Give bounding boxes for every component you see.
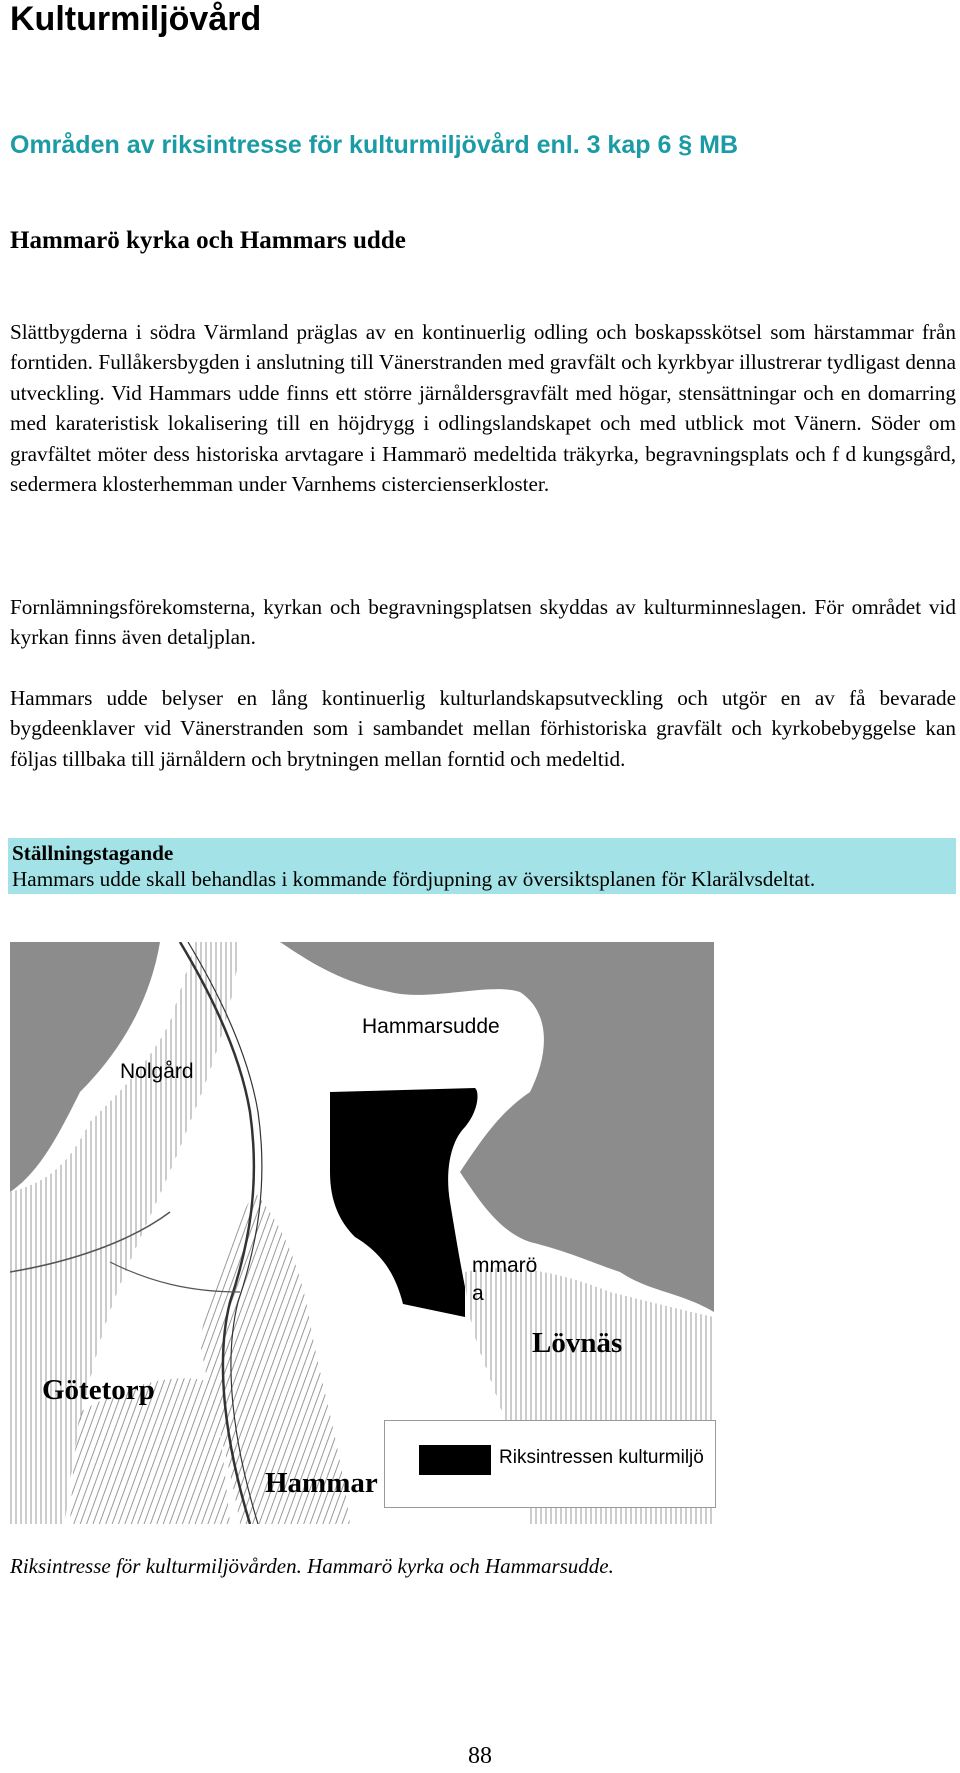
area-heading: Hammarö kyrka och Hammars udde — [10, 227, 406, 254]
legend-swatch — [419, 1445, 491, 1475]
map-label-hammaro-kyrka-part1: mmarö — [472, 1254, 538, 1277]
paragraph-value: Hammars udde belyser en lång kontinuerlig kulturlandskapsutveckling och utgör en av få bevarade bygdeenklaver vid Vänerstranden som i sambandet mellan förhistoriska gravfält och kyrkobebyggelse kan följas tillbaka till järnåldern och brytningen mellan forntid och medeltid. — [10, 686, 956, 771]
map-label-lovnas: Lövnäs — [532, 1327, 623, 1359]
map-label-gotetorp: Götetorp — [42, 1374, 155, 1406]
map-label-hammar: Hammar — [265, 1467, 378, 1499]
map-label-nolgard: Nolgård — [120, 1060, 194, 1083]
paragraph-description: Slättbygderna i södra Värmland präglas av en kontinuerlig odling och boskapsskötsel som härstammar från forntiden. Fullåkersbygden i anslutning till Vänerstranden med gravfält och kyrkbyar illustrerar tydligast denna utveckling. Vid Hammars udde finns ett större järnåldersgravfält med högar, stensättningar och en domarring med karateristisk lokalisering till en höjdrygg i odlingslandskapet och med utblick mot Vänern. Söder om gravfältet möter dess historiska arvtagare i Hammarö medeltida träkyrka, begravningsplats och f d kungsgård, sedermera klosterhemman under Varnhems cistercienserkloster. — [10, 320, 956, 497]
map-label-hammarsudde: Hammarsudde — [362, 1015, 500, 1038]
map-label-hammaro-kyrka-part2: a — [472, 1282, 484, 1305]
map-legend — [384, 1420, 716, 1508]
page-number: 88 — [468, 1743, 492, 1769]
page-title: Kulturmiljövård — [10, 0, 262, 38]
map-caption: Riksintresse för kulturmiljövården. Hammarö kyrka och Hammarsudde. — [10, 1554, 614, 1578]
stance-text: Hammars udde skall behandlas i kommande fördjupning av översiktsplanen för Klarälvsdeltat. — [12, 867, 816, 891]
stance-title: Ställningstagande — [12, 841, 174, 865]
stance-box — [8, 838, 956, 894]
legend-label: Riksintressen kulturmiljö — [499, 1447, 704, 1468]
section-heading: Områden av riksintresse för kulturmiljövård enl. 3 kap 6 § MB — [10, 131, 739, 159]
map — [10, 942, 714, 1524]
paragraph-protection: Fornlämningsförekomsterna, kyrkan och begravningsplatsen skyddas av kulturminneslagen. För området vid kyrkan finns även detaljplan. — [10, 595, 956, 650]
